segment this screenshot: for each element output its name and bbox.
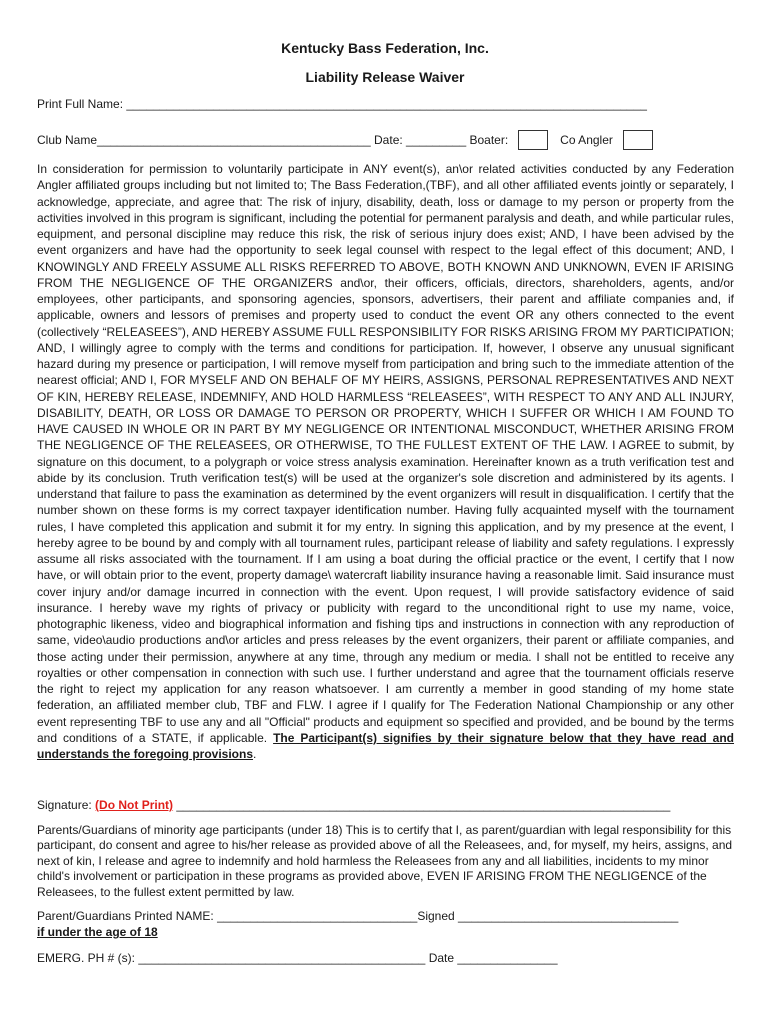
club-name-label: Club Name — [37, 133, 98, 148]
guardian-row — [37, 909, 678, 923]
print-name-field[interactable]: ______________________________________________________________________________ — [126, 97, 647, 111]
signature-row — [37, 798, 670, 812]
club-name-field[interactable]: _________________________________________ — [97, 133, 371, 148]
guardian-signed-field[interactable]: _________________________________ — [458, 909, 679, 923]
boater-checkbox[interactable] — [518, 130, 548, 150]
boater-label: Boater: — [469, 133, 509, 148]
emergency-date-label: Date — [428, 951, 455, 965]
waiver-body: In consideration for permission to voluntarily participate in ANY event(s), an\or related activities conducted by any Federation Angler affiliated groups including but not limited to; The Bass Federation,(TBF), and all other affiliated events jointly or separately, I acknowledge, appreciate, and agree that: The risk of injury, disability, death, loss or damage to my person or property from the activities involved in this program is significant, including the potential for permanent paralysis and death, and while particular rules, equipment, and personal discipline may reduce this risk, the risk of serious injury does exist; AND, I have been advised by the event organizers and have had the opportunity to seek legal counsel with respect to the legal effect of this document; AND, I KNOWINGLY AND FREELY ASSUME ALL RISKS REFERRED TO ABOVE, BOTH KNOWN AND UNKNOWN, EVEN IF ARISING FROM THE NEGLIGENCE OF THE ORGANIZERS and\or, their officers, officials, directors, shareholders, agents, and/or employees, other participants, and sponsoring agencies, sponsors, advertisers, their parent and affiliate companies and, if applicable, owners and lessors of premises and property used to conduct the event OR any others connected to the event (collectively “RELEASEES”), AND HEREBY ASSUME FULL RESPONSIBILITY FOR RISKS ARISING FROM MY PARTICIPATION; AND, I willingly agree to comply with the terms and conditions for participation. If, however, I observe any unusual significant hazard during my presence or participation, I will remove myself from participation and bring such to the immediate attention of the nearest official; AND I, FOR MYSELF AND ON BEHALF OF MY HEIRS, ASSIGNS, PERSONAL REPRESENTATIVES AND NEXT OF KIN, HEREBY RELEASE, INDEMNIFY, AND HOLD HARMLESS “RELEASEES”, WITH RESPECT TO ANY AND ALL INJURY, DISABILITY, DEATH, OR LOSS OR DAMAGE TO PERSON OR PROPERTY, WHICH I SUFFER OR WHICH I AM FOUND TO HAVE CAUSED IN WHOLE OR IN PART BY MY NEGLIGENCE OR INTENTIONAL MISCONDUCT, WHETHER ARISING FROM THE NEGLIGENCE OF THE RELEASEES, OR OTHERWISE, TO THE FULLEST EXTENT OF THE LAW. I AGREE to submit, by signature on this document, to a polygraph or voice stress analysis examination. Hereinafter known as a truth verification test and abide by its conclusion. Truth verification test(s) will be used at the organizer's sole discretion and administered by its agents. I understand that failure to pass the examination as determined by the event organizers will result in disqualification. I certify that the number shown on these forms is my correct taxpayer identification number. Having fully acquainted myself with the tournament rules, I have completed this application and submit it for my entry. In signing this application, and by my presence at the event, I hereby agree to be bound by and comply with all tournament rules, participant release of liability and safety regulations. I expressly assume all risks associated with the tournament. If I am using a boat during the official practice or the event, I certify that I now have, or will obtain prior to the event, property damage\ watercraft liability insurance having a reasonable limit. Said insurance must cover injury and/or damage incurred in connection with the event. Upon request, I will provide satisfactory evidence of said insurance. I hereby wave my rights of privacy or publicity with regard to the unconditional right to use my name, voice, photographic likeness, video and biographical information and fishing tips and instructions in connection with any reproduction of same, video\audio productions and\or articles and press releases by the event organizers, their parent or affiliate companies, and those acting under their permission, anywhere at any time, through any medium or media. I shall not be entitled to receive any royalties or other compensation in connection with such use. I further understand and agree that the tournament officials reserve the right to reject my application for any reason whatsoever. I am currently a member in good standing of my home state federation, an affiliated member club, TBF and FLW. I agree if I qualify for The Federation National Championship or any other event representing TBF to use any and all "Official" products and equipment so specified and provided, and be bound by the terms and conditions of a STATE, if applicable. — [37, 162, 734, 745]
document-title: Liability Release Waiver — [305, 69, 465, 85]
date-field[interactable]: _________ — [406, 133, 467, 148]
emergency-phone-field[interactable]: ___________________________________________ — [138, 951, 426, 965]
emergency-label: EMERG. PH # (s): — [37, 951, 136, 965]
emergency-date-field[interactable]: _______________ — [457, 951, 558, 965]
signature-field[interactable]: __________________________________________________________________________ — [176, 798, 671, 812]
co-angler-label: Co Angler — [560, 133, 613, 148]
age-note: if under the age of 18 — [37, 925, 158, 939]
guardian-name-field[interactable]: ______________________________ — [217, 909, 418, 923]
guardian-text: Parents/Guardians of minority age participants (under 18) This is to certify that I, as parent/guardian with legal responsibility for this participant, do consent and agree to his/her release as provided above of all the Releasees, and, for myself, my heirs, assigns, and next of kin, I release and agree to indemnify and hold harmless the Releasees from any and all liabilities, incidents to my minor child's involvement or participation in these programs as provided above, EVEN IF ARISING FROM THE NEGLIGENCE of the Releasees, to the fullest extent permitted by law. — [37, 823, 733, 899]
club-row — [37, 131, 653, 151]
org-title: Kentucky Bass Federation, Inc. — [281, 40, 489, 56]
waiver-text — [37, 161, 734, 762]
acknowledgement-period: . — [253, 747, 257, 761]
guardian-signed-label: Signed — [417, 909, 455, 923]
emergency-row — [37, 951, 558, 965]
print-name-label: Print Full Name: — [37, 97, 124, 111]
acknowledgement-text: The Participant(s) signifies by their signature below that they have read and understands the foregoing provisions — [37, 730, 735, 761]
do-not-print-note: (Do Not Print) — [95, 798, 174, 812]
co-angler-checkbox[interactable] — [623, 130, 653, 150]
signature-label: Signature: — [37, 798, 92, 812]
guardian-name-label: Parent/Guardians Printed NAME: — [37, 909, 214, 923]
print-name-row — [37, 97, 647, 111]
date-label: Date: — [374, 133, 403, 148]
